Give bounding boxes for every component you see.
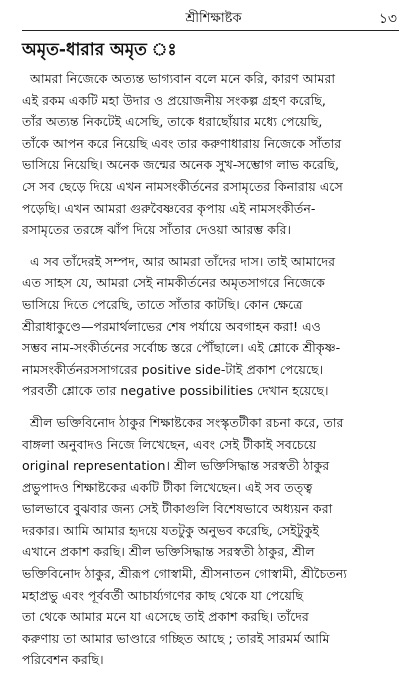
text-line: নামসংকীর্তনরসসাগরের positive side-টাই প্রকাশ পেয়েছে। xyxy=(22,361,324,377)
text-line: বাঙ্গলা অনুবাদও নিজে লিখেছেন, এবং সেই টীকাই সবচেয়ে xyxy=(22,436,317,452)
text-line: এত সাহস যে, আমরা সেই নামকীর্তনের অমৃতসাগরে নিজেকে xyxy=(22,275,325,291)
paragraph-1 xyxy=(22,68,399,241)
text-line: শ্রীরাধাকুণ্ডে—পরমার্থলাভের শেষ পর্যায়ে অবগাহন করা! এও xyxy=(22,318,321,334)
page-number: ১৩ xyxy=(378,11,397,27)
body-text xyxy=(22,68,399,681)
text-line: রসামৃতের তরঙ্গে ঝাঁপ দিয়ে সাঁতার দেওয়া আরম্ভ করি। xyxy=(22,222,292,238)
text-line: দরকার। আমি আমার হৃদয়ে যতটুকু অনুভব করেছি, সেইটুকুই xyxy=(22,522,319,538)
text-line: সম্ভব নাম-সংকীর্তনের সর্বোচ্চ স্তরে পৌঁছালে। এই শ্লোকে শ্রীকৃষ্ণ- xyxy=(22,340,341,356)
text-line: এ সব তাঁদেরই সম্পদ, আর আমরা তাঁদের দাস। তাই আমাদের xyxy=(30,253,335,269)
text-line: পরবর্তী শ্লোকে তার negative possibilities দেখান হয়েছে। xyxy=(22,383,329,399)
text-line: ভাসিয়ে দিতে পেরেছি, তাতে সাঁতার কাটছি। কোন ক্ষেত্রে xyxy=(22,296,303,312)
text-line: তা থেকে আমার মনে যা এসেছে তাই প্রকাশ করছি। তাঁদের xyxy=(22,609,309,625)
text-line: সে সব ছেড়ে দিয়ে এখন নামসংকীর্তনের রসামৃতের কিনারায় এসে xyxy=(22,178,343,194)
section-title: অমৃত-ধারার অমৃত ঃ xyxy=(22,40,177,60)
text-line: তাঁকে আপন করে নিয়েছি এবং তার করুণাধারায় নিজেকে সাঁতার xyxy=(22,135,342,151)
text-line: ভক্তিবিনোদ ঠাকুর, শ্রীরূপ গোস্বামী, শ্রীসনাতন গোস্বামী, শ্রীচৈতন্য xyxy=(22,566,347,582)
paragraph-3 xyxy=(22,412,399,671)
paragraph-2 xyxy=(22,251,399,402)
text-line: পড়েছি। এখন আমরা গুরুবৈষ্ণবের কৃপায় এই নামসংকীর্তন- xyxy=(22,200,316,216)
text-line: প্রভুপাদও শিক্ষাষ্টকের একটি টীকা লিখেছেন। এই সব তত্ত্ব xyxy=(22,479,313,495)
text-line: শ্রীল ভক্তিবিনোদ ঠাকুর শিক্ষাষ্টকের সংস্কৃতটীকা রচনা করে, তার xyxy=(30,414,344,430)
text-line: তাঁর অত্যন্ত নিকটেই এসেছি, তাকে ধরাছোঁয়ার মধ্যে পেয়েছি, xyxy=(22,114,323,130)
header-rule xyxy=(22,30,399,31)
running-title: শ্রীশিক্ষাষ্টক xyxy=(185,11,242,26)
text-line: original representation। শ্রীল ভক্তিসিদ্ধান্ত সরস্বতী ঠাকুর xyxy=(22,458,330,474)
text-line: আমরা নিজেকে অত্যন্ত ভাগ্যবান বলে মনে করি, কারণ আমরা xyxy=(30,71,336,86)
text-line: ভালভাবে বুঝবার জন্য সেই টীকাগুলি বিশেষভাবে অধ্যয়ন করা xyxy=(22,501,333,517)
text-line: ভাসিয়ে নিয়েছি। অনেক জন্মের অনেক সুখ-সম্ভোগ লাভ করেছি, xyxy=(22,157,340,173)
running-header xyxy=(30,9,397,29)
text-line: করুণায় তা আমার ভাণ্ডারে গচ্ছিত আছে ; তারই সারমর্ম আমি xyxy=(22,630,330,646)
text-line: এখানে প্রকাশ করছি। শ্রীল ভক্তিসিদ্ধান্ত সরস্বতী ঠাকুর, শ্রীল xyxy=(22,544,315,560)
text-line: মহাপ্রভু এবং পূর্ববর্তী আচার্য্যগণের কাছ থেকে যা পেয়েছি xyxy=(22,587,304,603)
text-line: পরিবেশন করছি। xyxy=(22,652,104,668)
text-line: এই রকম একটি মহা উদার ও প্রয়োজনীয় সংকল্প গ্রহণ করেছি, xyxy=(22,92,326,108)
